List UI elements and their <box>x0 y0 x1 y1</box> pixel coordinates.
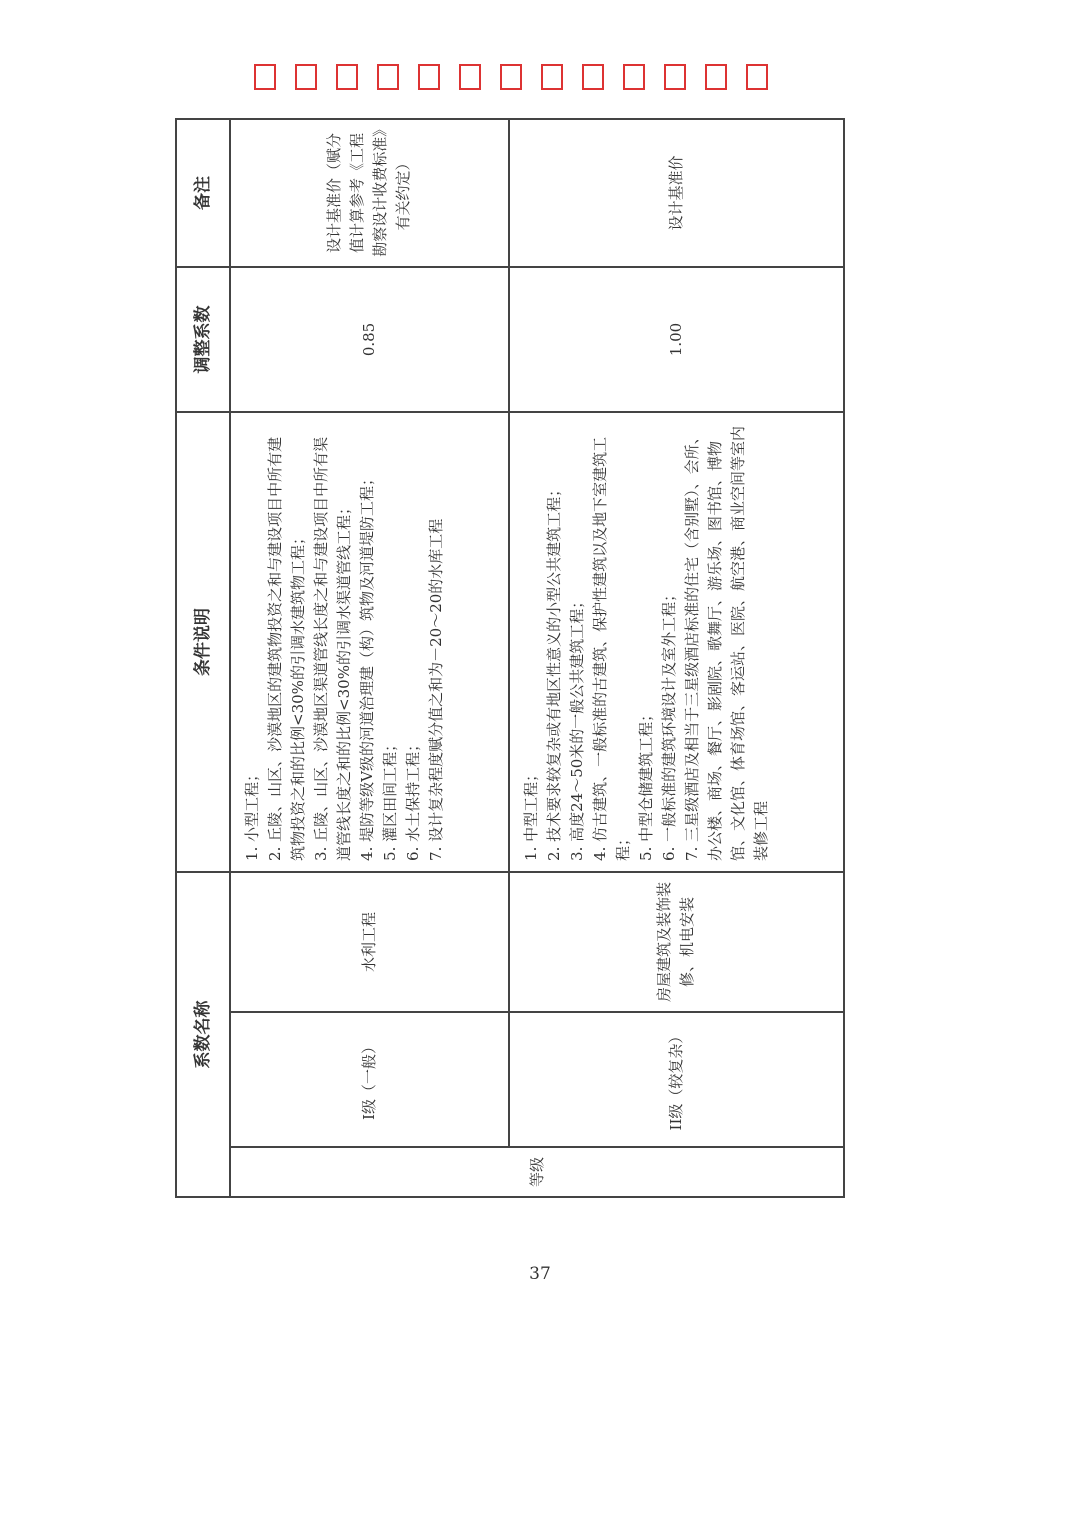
seal-box <box>500 64 522 90</box>
header-coefficient: 调整系数 <box>176 267 230 412</box>
seal-box <box>582 64 604 90</box>
note-cell: 设计基准价 <box>509 119 844 267</box>
seal-box <box>336 64 358 90</box>
header-conditions: 条件说明 <box>176 412 230 872</box>
condition-line: 1. 小型工程； <box>243 766 261 861</box>
seal-box <box>623 64 645 90</box>
project-cell: 水利工程 <box>230 872 509 1012</box>
seal-box <box>418 64 440 90</box>
seal-box-row <box>254 64 768 90</box>
note-cell: 设计基准价（赋分值计算参考《工程勘察设计收费标准》有关约定） <box>230 119 509 267</box>
table-header-row <box>176 119 230 1197</box>
seal-box <box>459 64 481 90</box>
condition-line: 5. 中型仓储建筑工程； <box>636 706 655 861</box>
condition-line: 3. 高度24～50米的一般公共建筑工程； <box>567 593 586 861</box>
seal-box <box>254 64 276 90</box>
condition-line: 4. 堤防等级Ⅴ级的河道治理建（构）筑物及河道堤防工程； <box>358 471 376 861</box>
coefficient-table <box>175 118 845 1198</box>
group-label: 等级 <box>230 1147 844 1197</box>
table-row <box>509 119 844 1197</box>
coefficient-cell: 1.00 <box>509 267 844 412</box>
coefficient-cell: 0.85 <box>230 267 509 412</box>
condition-line: 6. 一般标准的建筑环境设计及室外工程； <box>659 586 678 861</box>
seal-box <box>541 64 563 90</box>
condition-line: 5. 灌区田间工程； <box>381 736 399 861</box>
condition-line: 7. 设计复杂程度赋分值之和为－20～20的水库工程 <box>427 518 445 861</box>
condition-line: 2. 技术要求较复杂或有地区性意义的小型公共建筑工程； <box>544 481 563 861</box>
condition-line: 7. 三星级酒店及相当于三星级酒店标准的住宅（含别墅）、会所、办公楼、商场、餐厅、影剧院、歌舞厅、游乐场、图书馆、博物馆、文化馆、体育场馆、客运站、医院、航空港、商业空间等室内装修工程 <box>682 425 770 861</box>
condition-line: 6. 水土保持工程； <box>404 736 422 861</box>
project-cell: 房屋建筑及装饰装修、机电安装 <box>509 872 844 1012</box>
level-cell: II级（较复杂） <box>509 1012 844 1147</box>
seal-box <box>746 64 768 90</box>
seal-box <box>664 64 686 90</box>
condition-line: 3. 丘陵、山区、沙漠地区渠道管线长度之和与建设项目中所有渠道管线长度之和的比例<30%的引调水渠道管线工程； <box>312 436 353 861</box>
page-number: 37 <box>529 1264 551 1284</box>
header-note: 备注 <box>176 119 230 267</box>
conditions-cell <box>230 412 509 872</box>
coefficient-table-rotated <box>175 120 845 1198</box>
condition-line: 1. 中型工程； <box>521 766 540 861</box>
header-name: 系数名称 <box>176 872 230 1197</box>
conditions-cell <box>509 412 844 872</box>
seal-box <box>295 64 317 90</box>
seal-box <box>705 64 727 90</box>
seal-box <box>377 64 399 90</box>
table-row <box>230 119 509 1197</box>
condition-line: 4. 仿古建筑、一般标准的古建筑、保护性建筑以及地下室建筑工程； <box>590 436 632 861</box>
condition-line: 2. 丘陵、山区、沙漠地区的建筑物投资之和与建设项目中所有建筑物投资之和的比例<30%的引调水建筑物工程； <box>266 436 307 861</box>
level-cell: I级（一般） <box>230 1012 509 1147</box>
